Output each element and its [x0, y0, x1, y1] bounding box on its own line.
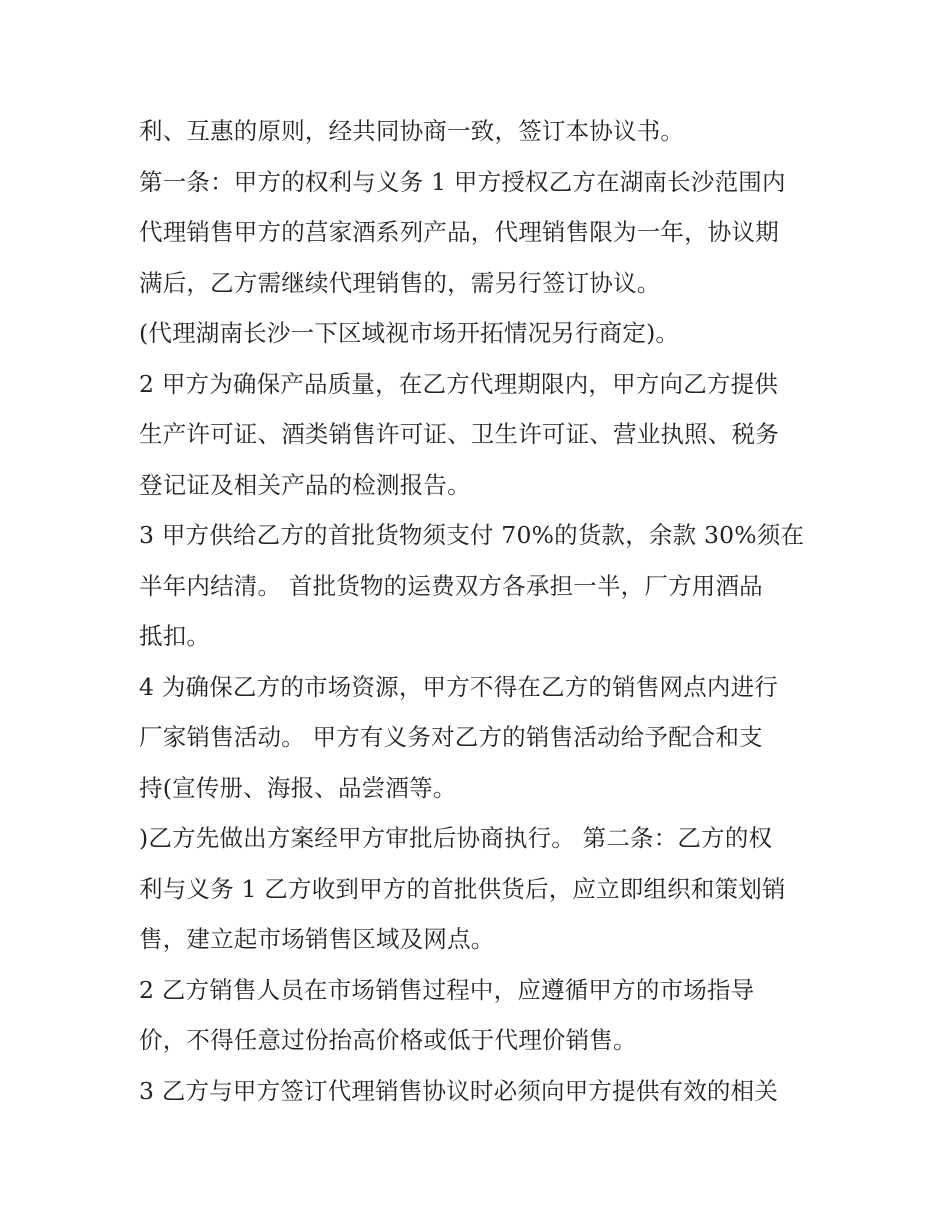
text-line-11: 抵扣。 — [139, 622, 211, 650]
text-line-9: 3 甲方供给乙方的首批货物须支付 70%的货款，余款 30%须在 — [139, 521, 805, 549]
text-line-13: 厂家销售活动。 甲方有义务对乙方的销售活动给予配合和支 — [139, 723, 763, 751]
text-line-14: 持(宣传册、海报、品尝酒等。 — [139, 773, 457, 802]
text-line-7: 生产许可证、酒类销售许可证、卫生许可证、营业执照、税务 — [139, 420, 779, 448]
text-line-3: 代理销售甲方的莒家酒系列产品，代理销售限为一年，协议期 — [139, 218, 779, 246]
text-line-15: )乙方先做出方案经甲方审批后协商执行。 第二条：乙方的权 — [139, 824, 773, 852]
text-line-12: 4 为确保乙方的市场资源，甲方不得在乙方的销售网点内进行 — [139, 672, 779, 701]
text-line-17: 售，建立起市场销售区域及网点。 — [139, 925, 495, 953]
text-line-5: (代理湖南长沙一下区域视市场开拓情况另行商定)。 — [139, 319, 680, 347]
text-line-8: 登记证及相关产品的检测报告。 — [139, 470, 471, 499]
text-line-18: 2 乙方销售人员在市场销售过程中，应遵循甲方的市场指导 — [139, 975, 755, 1004]
text-line-1: 利、互惠的原则，经共同协商一致，签订本协议书。 — [139, 117, 685, 145]
text-line-10: 半年内结清。 首批货物的运费双方各承担一半，厂方用酒品 — [139, 571, 763, 600]
agreement-text — [139, 106, 829, 1116]
text-line-19: 价，不得任意过份抬高价格或低于代理价销售。 — [139, 1026, 637, 1054]
text-line-4: 满后，乙方需继续代理销售的，需另行签订协议。 — [139, 268, 661, 297]
text-line-16: 利与义务 1 乙方收到甲方的首批供货后，应立即组织和策划销 — [139, 874, 786, 903]
text-line-2: 第一条：甲方的权利与义务 1 甲方授权乙方在湖南长沙范围内 — [139, 167, 786, 196]
text-line-20: 3 乙方与甲方签订代理销售协议时必须向甲方提供有效的相关 — [139, 1076, 779, 1105]
text-line-6: 2 甲方为确保产品质量，在乙方代理期限内，甲方向乙方提供 — [139, 369, 779, 398]
